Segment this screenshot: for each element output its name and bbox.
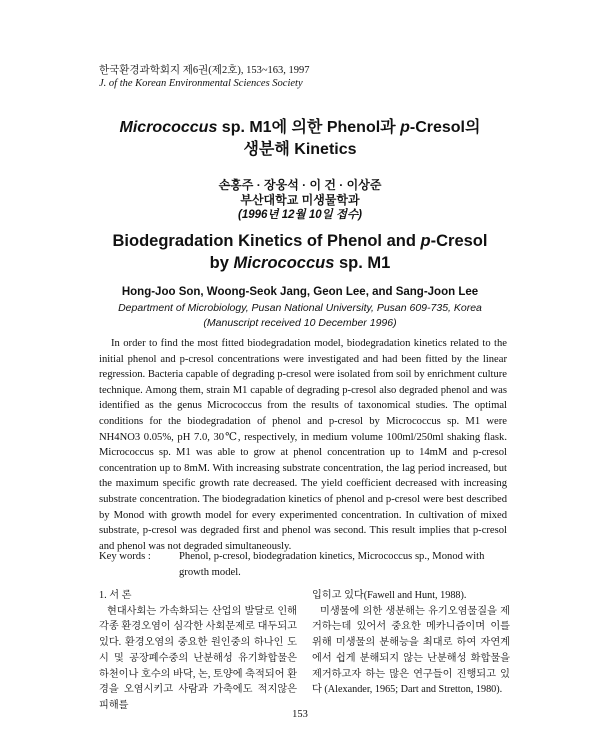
title-kr-part-a: sp. M1에 의한 Phenol과 — [217, 119, 401, 136]
title-kr-line2: 생분해 Kinetics — [243, 141, 357, 158]
keywords-list: Phenol, p-cresol, biodegradation kinetics, Micrococcus sp., Monod with — [179, 551, 485, 562]
title-en-p: p — [420, 232, 431, 250]
keywords-line2: growth model. — [179, 566, 241, 578]
title-en-part-b: -Cresol — [430, 232, 488, 250]
page-number: 153 — [292, 709, 308, 720]
abstract-text: In order to find the most fitted biodegradation model, biodegradation kinetics related to the initial phenol and p-cresol concentrations were investigated and had been fitted by the linear regression. Bacteria capable of degrading p-cresol were isolated from soil by enrichment culture technique. Among them, strain M1 capable of degrading p-cresol also degraded phenol and was identified as the genus Micrococcus from the results of taxonomical studies. The optimal conditions for the biodegradation of phenol and p-cresol by Micrococcus sp. M1 were NH4NO3 0.05%, pH 7.0, 30℃, respectively, in medium volume 100ml/250ml shaking flask. Micrococcus sp. M1 was able to grow at phenol concentration up to 14mM and p-cresol concentration up to 8mM. With increasing substrate concentration, the lag period increased, but the maximum specific growth rate decreased. The yield coefficient decreased with increasing substrate concentration. The biodegradation kinetics of phenol and p-cresol were best described by Monod with growth model for every experimented concentration. In cultivation of mixed substrate, p-cresol was degraded first and phenol was second. This result implies that p-cresol and phenol was not degraded simultaneously. — [99, 338, 507, 552]
received-en: (Manuscript received 10 December 1996) — [203, 317, 397, 329]
journal-citation-kr: 한국환경과학회지 제6권(제2호), 153~163, 1997 — [99, 65, 310, 76]
received-kr: (1996년 12월 10일 접수) — [238, 209, 362, 221]
intro-paragraph-2: 미생물에 의한 생분해는 유기오염물질을 제거하는데 있어서 중요한 메카니즘이며 이를 위해 미생물의 분해능을 최대로 하여 자연계에서 쉽게 분해되지 않는 난분해성 화합물을 제거하고자 하는 많은 연구들이 진행되고 있다 (Alexander, 1965; Dart and Stretton, 1980). — [312, 605, 510, 696]
section-heading-intro: 1. 서 론 — [99, 590, 132, 601]
title-en-part-a: Biodegradation Kinetics of Phenol and — [112, 232, 421, 250]
title-en-sp: sp. M1 — [334, 254, 391, 272]
keywords-line1 — [99, 549, 507, 565]
journal-name-en: J. of the Korean Environmental Sciences Society — [99, 78, 303, 89]
title-kr-line1 — [80, 118, 520, 138]
intro-paragraph-1: 현대사회는 가속화되는 산업의 발달로 인해 각종 환경오염이 심각한 사회문제로 대두되고 있다. 환경오염의 중요한 원인중의 하나인 도시 및 공장폐수중의 난분해성 유기화합물은 하천이나 호수의 바닥, 논, 토양에 축적되어 환경을 오염시키고 사람과 가축에도 적지않은 피해를 — [99, 605, 297, 711]
title-en-line2 — [80, 254, 520, 273]
affiliation-en: Department of Microbiology, Pusan National University, Pusan 609-735, Korea — [118, 302, 482, 314]
title-en-by: by — [209, 254, 234, 272]
keywords — [99, 549, 507, 580]
title-en-line1 — [80, 232, 520, 251]
intro-continued-line: 입히고 있다(Fawell and Hunt, 1988). — [312, 590, 467, 601]
keywords-label: Key words : — [99, 551, 151, 562]
authors-kr: 손홍주 · 장웅석 · 이 건 · 이상준 — [218, 178, 382, 192]
title-kr-genus: Micrococcus — [119, 119, 218, 136]
intro-column-left — [99, 588, 297, 714]
title-kr-p: p — [400, 119, 410, 136]
intro-column-right — [312, 588, 510, 698]
abstract — [99, 336, 507, 554]
title-en-genus: Micrococcus — [233, 254, 335, 272]
affiliation-kr: 부산대학교 미생물학과 — [240, 193, 360, 207]
title-kr-part-b: -Cresol의 — [409, 119, 481, 136]
authors-en: Hong-Joo Son, Woong-Seok Jang, Geon Lee, and Sang-Joon Lee — [121, 286, 479, 298]
